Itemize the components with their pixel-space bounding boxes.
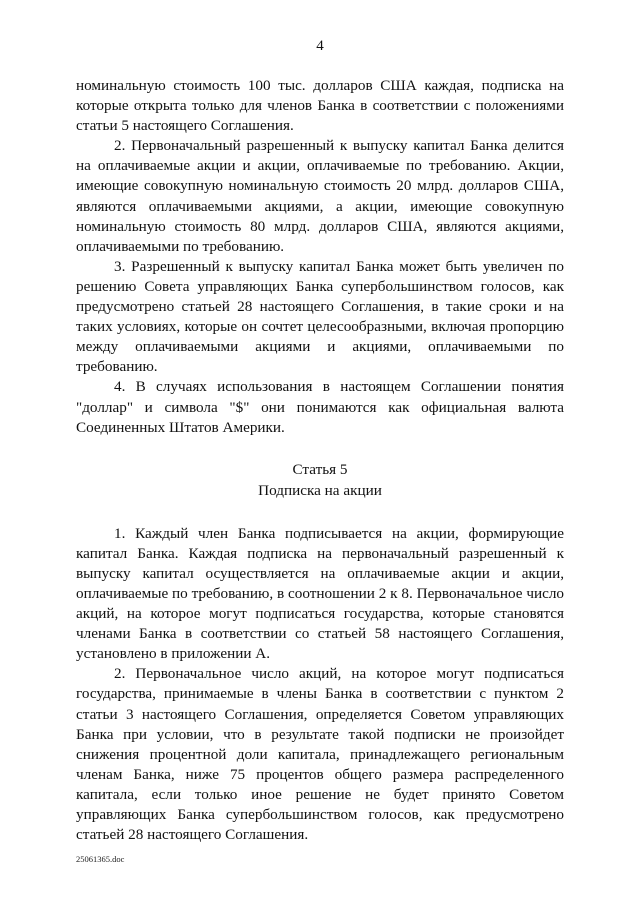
paragraph-continuation: номинальную стоимость 100 тыс. долларов США каждая, подписка на которые открыта только для членов Банка в соответствии с положениями статьи 5 настоящего Соглашения. bbox=[76, 77, 564, 135]
paragraph-capital-division: 2. Первоначальный разрешенный к выпуску капитал Банка делится на оплачиваемые акции и акции, оплачиваемые по требованию. Акции, имеющие совокупную номинальную стоимость 20 млрд. долларов США, являются оплачиваемыми акциями, а акции, имеющие совокупную номинальную стоимость 80 млрд. долларов США, являются акциями, оплачиваемыми по требованию. bbox=[76, 137, 564, 255]
paragraph-subscription-members: 1. Каждый член Банка подписывается на акции, формирующие капитал Банка. Каждая подписка на первоначальный разрешенный к выпуску капитал осуществляется на оплачиваемые акции и акции, оплачиваемые по требованию, в соотношении 2 к 8. Первоначальное число акций, на которое могут подписаться государства, которые становятся членами Банка в соответствии со статьей 58 настоящего Соглашения, установлено в приложении А. bbox=[76, 524, 564, 663]
page-number: 4 bbox=[316, 38, 324, 54]
paragraph-subscription-new-states: 2. Первоначальное число акций, на которое могут подписаться государства, принимаемые в члены Банка в соответствии с пунктом 2 статьи 3 настоящего Соглашения, определяется Советом управляющих Банка при условии, что в результате такой подписки не произойдет снижения процентной доли капитала, принадлежащего региональным членам Банка, ниже 75 процентов общего размера распределенного капитала, если только иное решение не будет принято Советом управляющих Банка супербольшинством голосов, как предусмотрено статьей 28 настоящего Соглашения. bbox=[76, 665, 564, 844]
footer-file-name: 25061365.doc bbox=[76, 854, 125, 864]
article-title: Подписка на акции bbox=[258, 481, 382, 499]
paragraph-capital-increase: 3. Разрешенный к выпуску капитал Банка может быть увеличен по решению Совета управляющих Банка супербольшинством голосов, как предусмотрено статьей 28 настоящего Соглашения, в такие сроки и на таких условиях, которые он сочтет целесообразными, включая пропорцию между оплачиваемыми акциями и акциями, оплачиваемыми по требованию. bbox=[76, 257, 564, 376]
article-heading bbox=[76, 459, 564, 501]
article-spacer bbox=[76, 501, 564, 524]
document-body bbox=[76, 76, 564, 845]
article-number: Статья 5 bbox=[292, 460, 348, 478]
paragraph-dollar-definition: 4. В случаях использования в настоящем Соглашении понятия "доллар" и символа "$" они понимаются как официальная валюта Соединенных Штатов Америки. bbox=[76, 378, 564, 436]
